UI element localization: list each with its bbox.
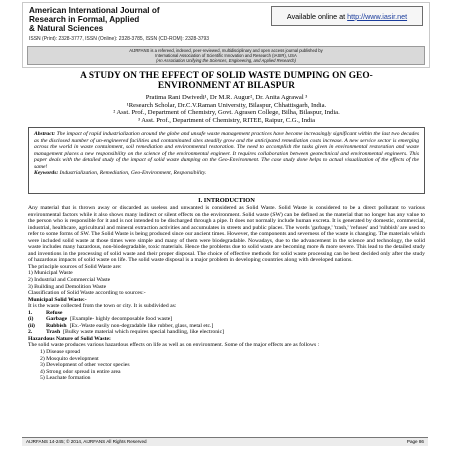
- hazard-description: The solid waste produces various hazardous effects on life as well as on environment. Some of the major effects are as follows :: [28, 342, 320, 349]
- affiliation-3: ³ Asst. Prof., Department of Chemistry, RITEE, Raipur, C.G., India: [137, 116, 316, 124]
- sources-intro-line: The principle sources of Solid Waste are:: [28, 263, 122, 270]
- footer-page-number: Page 86: [406, 439, 424, 444]
- paper-title-line1: A STUDY ON THE EFFECT OF SOLID WASTE DUMPING ON GEO-: [80, 71, 373, 81]
- publisher-line1: AIJRFANS is a refereed, indexed, peer-reviewed, multidisciplinary and open access journal published by: [129, 48, 323, 53]
- footer-copyright: AIJRFANS 14-245; © 2014, AIJRFANS All Rights Reserved: [26, 439, 147, 444]
- effect-item-2: 2) Mosquito development: [40, 355, 99, 362]
- waste-type-num: 2.: [28, 329, 33, 336]
- msw-description: It is the waste collected from the town or city. It is subdivided as:: [28, 303, 177, 310]
- publisher-line3: (An Association Unifying the Sciences, Engineering, and Applied Research): [156, 58, 296, 64]
- waste-type-desc: [Bulky waste material which requires special handling, like electronic]: [63, 329, 225, 336]
- paper-title-line2: ENVIRONMENT AT BILASPUR: [157, 81, 296, 92]
- available-online-box: [271, 6, 423, 26]
- hazard-heading: Hazardous Nature of Solid Waste:: [28, 335, 111, 342]
- waste-type-num: (i): [28, 316, 34, 323]
- intro-paragraph: Any material that is thrown away or discarded as useless and unwanted is considered as Solid Waste. Solid Waste is considered to be a direct pollutant to various environmental factors while it also shows many indirect or silent effects on the environment. Solid waste (SW) can be defined as the material that no longer has any value to the person who is responsible for it and is not intended to be discharged through a pipe. It does not normally include human excreta. It is generated by domestic, commercial, industrial, healthcare, agricultural and mineral extraction activities and accumulates in streets and public places. The words 'garbage,' 'trash,' 'refuses' and 'rubbish' are used to refer to some forms of SW. The Solid Waste is being produced since our ancient times. However, the components and severness of the waste is changing. The materials which were included solid waste at those times were simple and many of them were biodegradable. Nowadays, due to the advancement in the science and technology, the solid waste includes many hazardous, non-biodegradable, toxic materials. Hence the problems due to solid waste are becoming more & more severe. This lead to the detailed study and inventions in the processing of solid waste and their proper disposal. The choice of effective methods for solid waste processing can be best decided only after the study of hazardous impacts of solid waste on life. The solid waste disposal is a major problem in developing countries along with developed nations.: [28, 205, 425, 264]
- effect-item-1: 1) Disease spread: [40, 349, 81, 356]
- waste-type-name: Trash: [46, 329, 61, 336]
- waste-type-desc: [Ex.-Waste easily non-degradable like rubber, glass, metal etc.]: [69, 322, 214, 329]
- journal-title-line3: & Natural Sciences: [29, 24, 104, 34]
- source-item-1: 1) Municipal Waste: [28, 270, 73, 277]
- waste-type-desc: [Example- highly decomposable food waste]: [70, 316, 173, 323]
- effect-item-5: 5) Leachate formation: [40, 375, 91, 382]
- waste-type-num: (ii): [28, 322, 35, 329]
- waste-type-name: Refuse: [46, 309, 63, 316]
- issn-line: ISSN (Print): 2328-3777, ISSN (Online): 2328-3785, ISSN (CD-ROM): 2328-3793: [29, 35, 210, 42]
- keywords-text: Industrialization, Remediation, Geo-Environment, Responsibility.: [59, 170, 207, 177]
- journal-header: [22, 2, 430, 68]
- effect-item-4: 4) Strong odor spread in entire area: [40, 368, 121, 375]
- publisher-banner: [27, 46, 425, 65]
- source-item-3: 3) Building and Demolition Waste: [28, 283, 107, 290]
- publisher-line2: International Association of Scientific Innovation and Research (IASIR), USA: [155, 53, 297, 59]
- page-footer: [22, 437, 428, 446]
- journal-title-line1: American International Journal of: [29, 6, 160, 15]
- affiliation-2: ² Asst. Prof., Department of Chemistry, Govt. Agrasen College, Bilha, Bilaspur, India.: [113, 109, 340, 117]
- waste-type-num: 1.: [28, 309, 33, 316]
- msw-heading: Municipal Solid Waste:-: [28, 296, 87, 303]
- paper-title: [30, 71, 423, 92]
- source-item-2: 2) Industrial and Commercial Waste: [28, 277, 111, 284]
- journal-title-line2: Research in Formal, Applied: [29, 15, 140, 25]
- journal-url-link[interactable]: http://www.iasir.net: [347, 11, 408, 21]
- affiliation-1: ¹Research Scholar, Dr.C.V.Raman University, Bilaspur, Chhattisgarh, India.: [126, 101, 327, 109]
- effect-item-3: 3) Development of other vector species: [40, 362, 130, 369]
- waste-type-name: Garbage: [46, 316, 68, 323]
- author-block: [30, 94, 423, 124]
- classification-line: Classification of Solid Waste according to sources:-: [28, 290, 146, 297]
- author-names: Pratima Rani Dwivedi¹, Dr M.R. Augur², Dr. Anita Agrawal ³: [145, 94, 308, 101]
- section-heading-introduction: I. INTRODUCTION: [198, 197, 255, 204]
- abstract-box: [28, 127, 425, 194]
- waste-type-name: Rubbish: [46, 322, 67, 329]
- journal-title-block: [29, 6, 259, 42]
- abstract-label: Abstract:: [34, 131, 56, 137]
- keywords-label: Keywords:: [34, 170, 59, 177]
- available-label: Available online at: [286, 11, 346, 21]
- introduction-body: [28, 205, 425, 382]
- abstract-text: The impact of rapid industrialization around the globe and unsafe waste management practices have become increasingly significant within the last two decades as the disclosed number of un-engineered facilities and contaminated sites steadily grow and the anticipated remediation costs increase. A new service sector is emerging across the world in waste containment, soil remediation and environmental restoration. The need to accomplish the tasks given in environmental restoration and waste management places a new responsibility on the science of the environmental engineer. It requires collaboration between geotechnical and environmental engineers. This paper deals with the detailed study of the impact of solid waste dumping on the Geo-Environment. The case study done helps to actual visualization of the effects of the same!: [34, 131, 420, 170]
